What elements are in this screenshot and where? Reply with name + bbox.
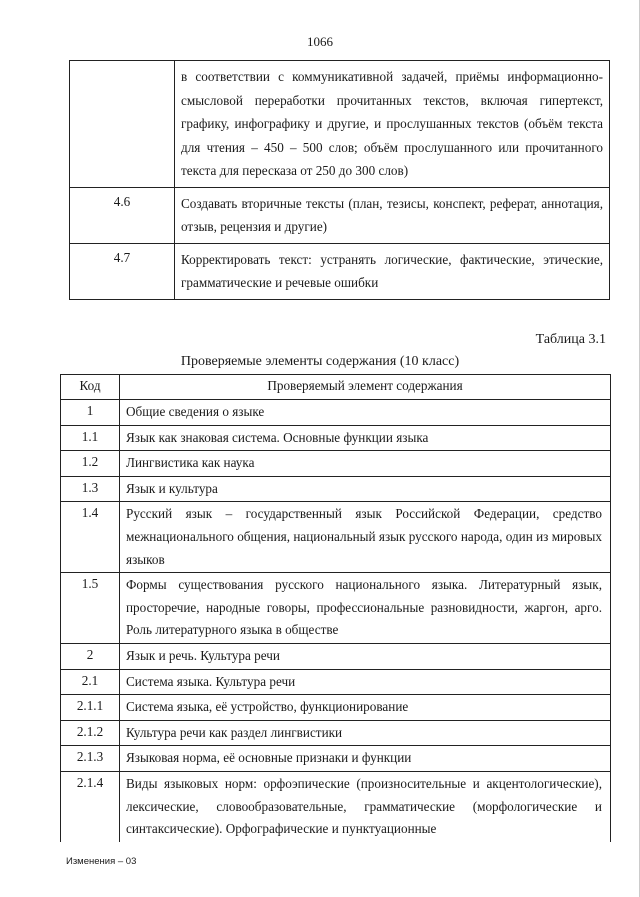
header-element: Проверяемый элемент содержания [120, 375, 611, 400]
table-row [70, 187, 610, 243]
table-row [70, 61, 610, 188]
row-text: Язык как знаковая система. Основные функции языка [120, 425, 611, 451]
table-row [61, 476, 611, 502]
row-code: 1.3 [61, 476, 120, 502]
table-row [61, 669, 611, 695]
row-code: 1.4 [61, 502, 120, 573]
table-row [61, 425, 611, 451]
footer-changes: Изменения – 03 [66, 856, 137, 867]
row-code: 2.1.1 [61, 695, 120, 721]
table-row [61, 720, 611, 746]
row-text: Виды языковых норм: орфоэпические (произносительные и акцентологические), лексические, словообразовательные, грамматические (морфологические и синтаксические). Орфографические и пунктуационные [120, 771, 611, 841]
table-row [61, 771, 611, 841]
table-row [61, 451, 611, 477]
row-text: Система языка. Культура речи [120, 669, 611, 695]
continuation-table [69, 60, 610, 300]
row-code: 1.2 [61, 451, 120, 477]
row-code: 2.1.3 [61, 746, 120, 772]
table-row [61, 400, 611, 426]
page-number: 1066 [307, 34, 333, 49]
row-text: Корректировать текст: устранять логические, фактические, этические, грамматические и речевые ошибки [175, 243, 610, 299]
table-row [61, 502, 611, 573]
row-code: 4.6 [70, 187, 175, 243]
row-code: 2 [61, 643, 120, 669]
table-row [61, 643, 611, 669]
row-text: в соответствии с коммуникативной задачей, приёмы информационно-смысловой переработки прочитанных текстов, включая гипертекст, графику, инфографику и другие, и прослушанных текстов (объём текста для чтения – 450 – 500 слов; объём прослушанного или прочитанного текста для пересказа от 250 до 300 слов) [175, 61, 610, 188]
row-text: Система языка, её устройство, функционирование [120, 695, 611, 721]
row-code [70, 61, 175, 188]
row-text: Культура речи как раздел лингвистики [120, 720, 611, 746]
row-text: Язык и речь. Культура речи [120, 643, 611, 669]
row-code: 1.5 [61, 573, 120, 644]
table-header-row [61, 375, 611, 400]
row-code: 2.1 [61, 669, 120, 695]
row-text: Формы существования русского национального языка. Литературный язык, просторечие, народные говоры, профессиональные разновидности, жаргон, арго. Роль литературного языка в обществе [120, 573, 611, 644]
row-code: 4.7 [70, 243, 175, 299]
row-code: 1.1 [61, 425, 120, 451]
row-text: Язык и культура [120, 476, 611, 502]
table-title: Проверяемые элементы содержания (10 класс) [180, 354, 460, 369]
table-row [61, 746, 611, 772]
row-code: 2.1.2 [61, 720, 120, 746]
table-label: Таблица 3.1 [535, 332, 606, 347]
table-row [61, 573, 611, 644]
row-code: 2.1.4 [61, 771, 120, 841]
row-text: Общие сведения о языке [120, 400, 611, 426]
table-row [61, 695, 611, 721]
content-elements-table [60, 374, 611, 842]
row-text: Русский язык – государственный язык Российской Федерации, средство межнационального общения, национальный язык русского народа, один из мировых языков [120, 502, 611, 573]
table-row [70, 243, 610, 299]
header-code: Код [61, 375, 120, 400]
row-text: Лингвистика как наука [120, 451, 611, 477]
row-text: Создавать вторичные тексты (план, тезисы, конспект, реферат, аннотация, отзыв, рецензия и другие) [175, 187, 610, 243]
row-text: Языковая норма, её основные признаки и функции [120, 746, 611, 772]
row-code: 1 [61, 400, 120, 426]
